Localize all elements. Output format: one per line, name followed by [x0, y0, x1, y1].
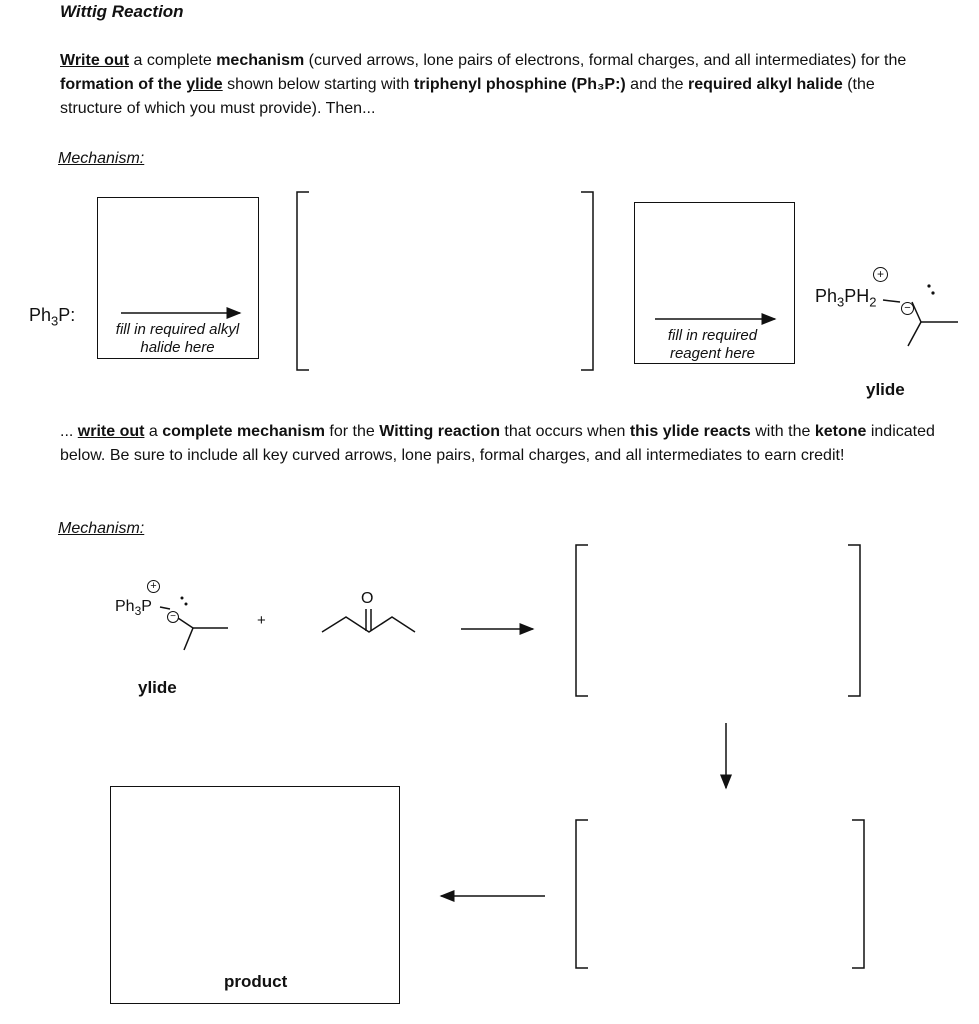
lone-pair-dot — [927, 284, 930, 287]
chem-sub: 2 — [869, 294, 877, 310]
chem-text: Ph — [29, 305, 52, 325]
mechanism-label-2: Mechanism: — [58, 520, 145, 537]
intro-bold: formation of the — [60, 76, 187, 93]
p2-write-out: write out — [77, 423, 145, 440]
product-label: product — [224, 972, 288, 991]
bracket-right — [848, 545, 860, 696]
intro-bold: required alkyl halide — [688, 76, 843, 93]
ketone-oxygen: O — [361, 590, 374, 607]
chem-text: P — [141, 598, 152, 615]
chem-text: P: — [58, 305, 76, 325]
p2-text: that occurs when — [499, 423, 630, 440]
intro-bold: triphenyl phosphine (Ph₃P:) — [413, 76, 626, 93]
intro-text: (the structure of which you must provide). Then... — [60, 76, 875, 117]
p-c-bond — [883, 300, 900, 302]
bond — [912, 302, 921, 322]
p2-text: ... — [60, 423, 78, 440]
plus-sign: + — [257, 612, 266, 629]
mechanism-label-1: Mechanism: — [58, 150, 145, 167]
intro-text: (curved arrows, lone pairs of electrons, formal charges, and all intermediates) for the — [304, 52, 907, 69]
bracket-left — [576, 545, 588, 696]
p2-bold: Witting reaction — [379, 423, 500, 440]
chem-sub: 3 — [837, 294, 845, 310]
ketone-chain — [322, 617, 415, 632]
ylide-label-2: ylide — [138, 678, 177, 697]
lone-pair-dot — [931, 291, 934, 294]
p2-bold: this ylide reacts — [629, 423, 751, 440]
bracket-left — [297, 192, 309, 370]
bracket-right — [852, 820, 864, 968]
intro-bold: mechanism — [216, 52, 305, 69]
hint-line: fill in required alkyl — [115, 321, 240, 338]
lone-pair-dot — [181, 597, 184, 600]
hint-line: halide here — [140, 339, 215, 356]
intro-text: a complete — [129, 52, 217, 69]
p2-text: a — [144, 423, 163, 440]
minus-charge-icon: − — [167, 611, 179, 623]
bracket-right — [581, 192, 593, 370]
bond — [184, 628, 193, 650]
p2-bold: complete mechanism — [162, 423, 325, 440]
plus-charge-icon: + — [147, 580, 160, 593]
chem-sub: 3 — [134, 604, 142, 619]
p2-text: indicated below. Be sure to include all key curved arrows, lone pairs, formal charges, and all intermediates to earn credit! — [60, 423, 935, 464]
chem-text: Ph — [115, 598, 135, 615]
p-c-bond — [160, 607, 170, 609]
plus-charge-icon: + — [873, 267, 888, 282]
p2-text: with the — [750, 423, 815, 440]
bond — [908, 322, 921, 346]
p2-bold: ketone — [814, 423, 867, 440]
intro-text: and the — [625, 76, 689, 93]
ylide-label-1: ylide — [866, 380, 905, 399]
lone-pair-dot — [185, 603, 188, 606]
chem-text: PH — [844, 286, 870, 306]
chem-text: Ph — [815, 286, 838, 306]
minus-charge-icon: − — [901, 302, 914, 315]
hint-line: reagent here — [669, 345, 756, 362]
page-title: Wittig Reaction — [60, 2, 184, 21]
bracket-left — [576, 820, 588, 968]
intro-ylide: ylide — [186, 76, 223, 93]
chem-sub: 3 — [51, 313, 59, 329]
hint-line: fill in required — [667, 327, 758, 344]
bond — [178, 618, 193, 628]
intro-write-out: Write out — [60, 52, 130, 69]
p2-text: for the — [324, 423, 380, 440]
intro-text: shown below starting with — [222, 76, 414, 93]
